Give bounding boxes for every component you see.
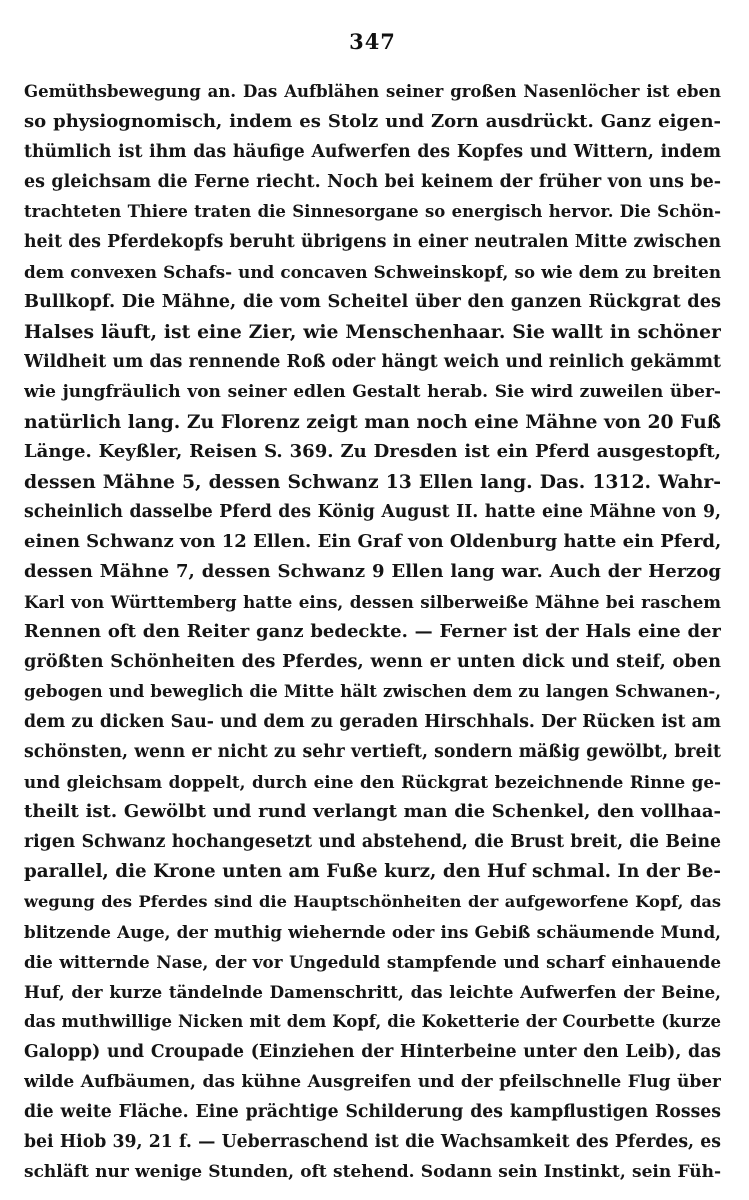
text-line: parallel, die Krone unten am Fuße kurz, den Huf schmal. In der Be- xyxy=(24,861,721,882)
text-line: es gleichsam die Ferne riecht. Noch bei keinem der früher von uns be- xyxy=(24,172,721,192)
text-line: Huf, der kurze tändelnde Damenschritt, das leichte Aufwerfen der Beine, xyxy=(24,982,721,1002)
text-line: Galopp) und Croupade (Einziehen der Hinterbeine unter den Leib), das xyxy=(24,1042,721,1062)
text-line: wegung des Pferdes sind die Hauptschönheiten der aufgeworfene Kopf, das xyxy=(24,892,721,911)
text-line: schönsten, wenn er nicht zu sehr vertieft, sondern mäßig gewölbt, breit xyxy=(24,742,721,762)
text-line: Länge. Keyßler, Reisen S. 369. Zu Dresden ist ein Pferd ausgestopft, xyxy=(24,441,721,462)
text-line: bei Hiob 39, 21 f. — Ueberraschend ist die Wachsamkeit des Pferdes, es xyxy=(24,1132,721,1152)
text-line: dem zu dicken Sau- und dem zu geraden Hirschhals. Der Rücken ist am xyxy=(24,712,721,732)
text-line: so physiognomisch, indem es Stolz und Zorn ausdrückt. Ganz eigen- xyxy=(24,111,721,132)
text-line: natürlich lang. Zu Florenz zeigt man noch eine Mähne von 20 Fuß xyxy=(24,411,721,433)
text-line: Karl von Württemberg hatte eins, dessen silberweiße Mähne bei raschem xyxy=(24,592,721,612)
text-line: Gemüthsbewegung an. Das Aufblähen seiner großen Nasenlöcher ist eben xyxy=(24,82,721,101)
text-line: dem convexen Schafs- und concaven Schweinskopf, so wie dem zu breiten xyxy=(24,262,721,282)
body-text xyxy=(24,77,721,1187)
text-line: dessen Mähne 5, dessen Schwanz 13 Ellen lang. Das. 1312. Wahr- xyxy=(24,471,721,493)
text-line: die witternde Nase, der vor Ungeduld stampfende und scharf einhauende xyxy=(24,952,721,972)
text-line: schläft nur wenige Stunden, oft stehend. Sodann sein Instinkt, sein Füh- xyxy=(24,1162,721,1182)
text-line: Bullkopf. Die Mähne, die vom Scheitel über den ganzen Rückgrat des xyxy=(24,291,721,312)
text-line: einen Schwanz von 12 Ellen. Ein Graf von Oldenburg hatte ein Pferd, xyxy=(24,531,721,552)
text-line: die weite Fläche. Eine prächtige Schilderung des kampflustigen Rosses xyxy=(24,1102,721,1122)
text-line: rigen Schwanz hochangesetzt und abstehend, die Brust breit, die Beine xyxy=(24,832,721,852)
text-line: wie jungfräulich von seiner edlen Gestalt herab. Sie wird zuweilen über- xyxy=(24,382,721,402)
text-line: trachteten Thiere traten die Sinnesorgane so energisch hervor. Die Schön- xyxy=(24,202,721,221)
text-line: gebogen und beweglich die Mitte hält zwischen dem zu langen Schwanen-, xyxy=(24,682,721,701)
text-line: thümlich ist ihm das häufige Aufwerfen des Kopfes und Wittern, indem xyxy=(24,142,721,162)
text-line: theilt ist. Gewölbt und rund verlangt man die Schenkel, den vollhaa- xyxy=(24,801,721,822)
text-line: scheinlich dasselbe Pferd des König August II. hatte eine Mähne von 9, xyxy=(24,502,721,522)
text-line: Wildheit um das rennende Roß oder hängt weich und reinlich gekämmt xyxy=(24,352,721,372)
text-line: größten Schönheiten des Pferdes, wenn er unten dick und steif, oben xyxy=(24,651,721,672)
text-line: das muthwillige Nicken mit dem Kopf, die Koketterie der Courbette (kurze xyxy=(24,1012,721,1031)
text-line: und gleichsam doppelt, durch eine den Rückgrat bezeichnende Rinne ge- xyxy=(24,772,721,792)
text-line: wilde Aufbäumen, das kühne Ausgreifen und der pfeilschnelle Flug über xyxy=(24,1072,721,1092)
text-line: heit des Pferdekopfs beruht übrigens in einer neutralen Mitte zwischen xyxy=(24,232,721,252)
text-line: blitzende Auge, der muthig wiehernde oder ins Gebiß schäumende Mund, xyxy=(24,922,721,942)
text-line: dessen Mähne 7, dessen Schwanz 9 Ellen lang war. Auch der Herzog xyxy=(24,561,721,582)
text-line: Halses läuft, ist eine Zier, wie Menschenhaar. Sie wallt in schöner xyxy=(24,321,721,343)
page-number: 347 xyxy=(349,29,396,54)
text-line: Rennen oft den Reiter ganz bedeckte. — Ferner ist der Hals eine der xyxy=(24,621,721,642)
